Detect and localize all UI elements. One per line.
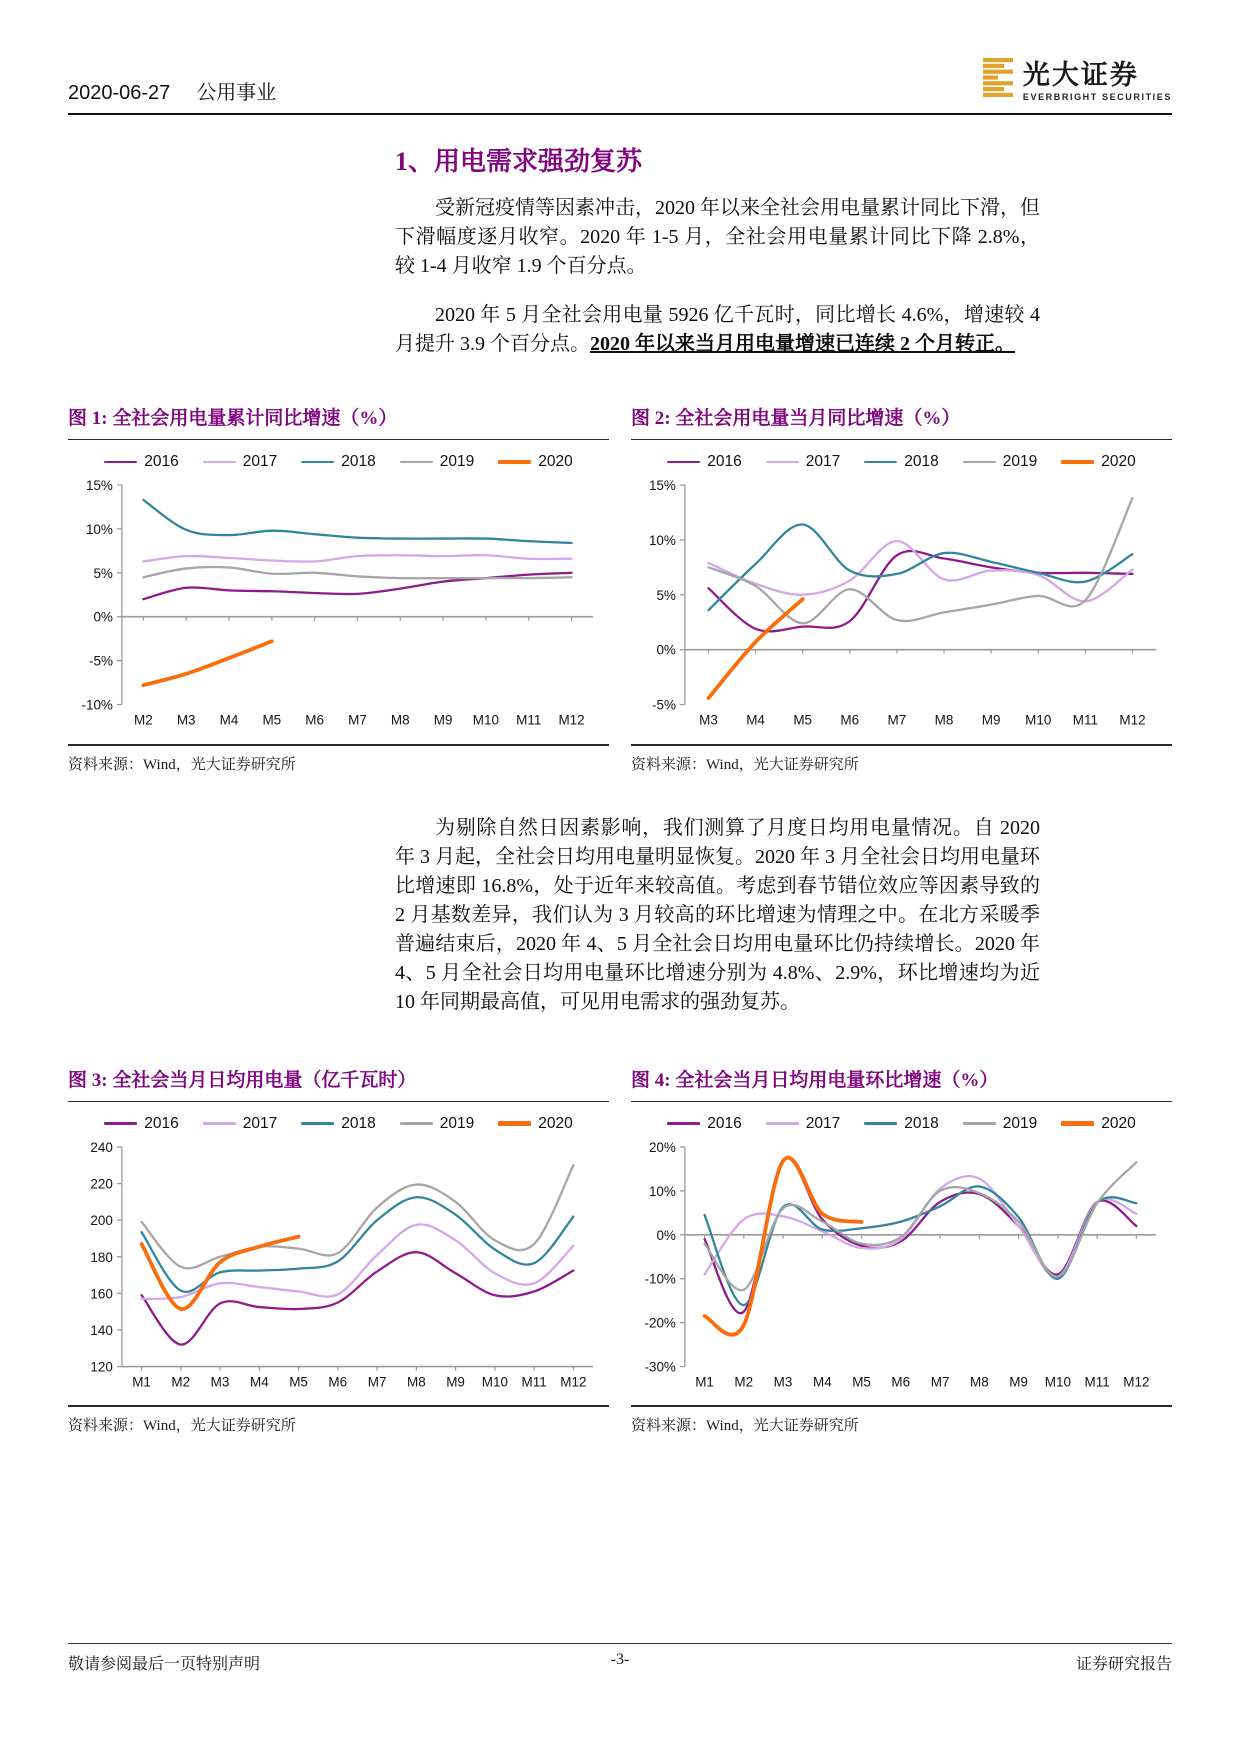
legend-item-2018 bbox=[301, 453, 375, 471]
svg-text:M2: M2 bbox=[734, 1374, 754, 1390]
chart-legend bbox=[631, 440, 1172, 475]
svg-text:0%: 0% bbox=[93, 609, 113, 625]
chart-canvas bbox=[68, 475, 609, 733]
svg-text:M6: M6 bbox=[891, 1374, 911, 1390]
svg-text:M1: M1 bbox=[132, 1374, 151, 1390]
brand-name-cn: 光大证券 bbox=[1022, 59, 1139, 90]
legend-label: 2018 bbox=[341, 453, 376, 470]
svg-text:-30%: -30% bbox=[644, 1359, 676, 1375]
brand-name bbox=[1022, 59, 1172, 102]
legend-line-swatch bbox=[864, 461, 897, 464]
svg-text:M11: M11 bbox=[521, 1374, 547, 1390]
svg-text:M10: M10 bbox=[1025, 712, 1052, 728]
legend-label: 2019 bbox=[439, 453, 475, 470]
svg-text:M8: M8 bbox=[406, 1374, 426, 1390]
legend-label: 2016 bbox=[707, 453, 742, 470]
paragraph-2-highlight: 2020 年以来当月用电量增速已连续 2 个月转正。 bbox=[590, 333, 1015, 355]
legend-label: 2019 bbox=[1002, 453, 1038, 470]
header-meta bbox=[68, 76, 276, 105]
report-category: 公用事业 bbox=[196, 82, 277, 104]
chart-legend bbox=[631, 1102, 1172, 1137]
legend-line-swatch bbox=[203, 461, 236, 464]
svg-text:-10%: -10% bbox=[81, 697, 113, 713]
legend-line-swatch bbox=[1061, 1121, 1094, 1126]
figure-4 bbox=[631, 1065, 1172, 1436]
svg-text:15%: 15% bbox=[648, 477, 676, 493]
svg-text:M12: M12 bbox=[558, 712, 585, 728]
svg-text:M5: M5 bbox=[852, 1374, 871, 1390]
svg-text:M7: M7 bbox=[887, 712, 907, 728]
svg-text:M11: M11 bbox=[1072, 712, 1098, 728]
line-2020 bbox=[143, 641, 271, 685]
footer-disclaimer: 敬请参阅最后一页特别声明 bbox=[68, 1656, 261, 1673]
figure-2-title: 图 2: 全社会用电量当月同比增速（%） bbox=[631, 403, 1172, 440]
legend-line-swatch bbox=[864, 1122, 897, 1125]
legend-label: 2016 bbox=[144, 1114, 179, 1132]
legend-line-swatch bbox=[498, 460, 531, 465]
legend-label: 2018 bbox=[341, 1114, 376, 1132]
legend-item-2017 bbox=[766, 1115, 840, 1133]
svg-text:240: 240 bbox=[90, 1139, 113, 1155]
svg-text:M6: M6 bbox=[840, 712, 860, 728]
svg-text:M2: M2 bbox=[134, 712, 153, 728]
figure-2-source: 资料来源：Wind，光大证券研究所 bbox=[631, 744, 1172, 774]
svg-text:M10: M10 bbox=[472, 712, 500, 728]
legend-item-2019 bbox=[400, 1115, 474, 1133]
svg-text:M12: M12 bbox=[560, 1374, 587, 1390]
brand-logo bbox=[983, 58, 1172, 105]
legend-line-swatch bbox=[203, 1122, 236, 1125]
svg-text:M7: M7 bbox=[367, 1374, 387, 1390]
svg-text:M9: M9 bbox=[446, 1374, 465, 1390]
legend-line-swatch bbox=[104, 461, 137, 464]
legend-line-swatch bbox=[400, 461, 433, 464]
legend-item-2020 bbox=[498, 1115, 572, 1133]
figure-1-source: 资料来源：Wind，光大证券研究所 bbox=[68, 744, 609, 774]
page-number: -3- bbox=[610, 1651, 630, 1668]
svg-text:M4: M4 bbox=[219, 712, 239, 728]
legend-item-2017 bbox=[766, 453, 840, 471]
svg-text:M4: M4 bbox=[249, 1374, 269, 1390]
svg-text:M6: M6 bbox=[328, 1374, 348, 1390]
svg-text:M9: M9 bbox=[981, 712, 1001, 728]
svg-text:M2: M2 bbox=[171, 1374, 191, 1390]
paragraph-1: 受新冠疫情等因素冲击，2020 年以来全社会用电量累计同比下滑，但下滑幅度逐月收窄。2020 年 1-5 月，全社会用电量累计同比下降 2.8%，较 1-4 月收窄 1.9 个百分点。 bbox=[395, 197, 1040, 277]
legend-label: 2018 bbox=[904, 453, 939, 470]
legend-label: 2020 bbox=[538, 453, 573, 470]
legend-line-swatch bbox=[963, 1122, 996, 1125]
figure-4-chart bbox=[631, 1102, 1172, 1400]
svg-text:M1: M1 bbox=[695, 1374, 714, 1390]
figure-3 bbox=[68, 1065, 609, 1436]
legend-line-swatch bbox=[301, 1122, 334, 1125]
legend-line-swatch bbox=[766, 1122, 799, 1125]
legend-item-2019 bbox=[963, 1115, 1037, 1133]
svg-text:-5%: -5% bbox=[651, 697, 676, 713]
svg-text:M4: M4 bbox=[746, 712, 765, 728]
figure-3-chart bbox=[68, 1102, 609, 1400]
svg-text:M12: M12 bbox=[1119, 712, 1146, 728]
line-2018 bbox=[708, 524, 1132, 610]
legend-item-2016 bbox=[104, 1115, 178, 1133]
legend-item-2016 bbox=[104, 453, 178, 471]
figure-row-1 bbox=[68, 403, 1172, 774]
legend-label: 2019 bbox=[439, 1114, 475, 1132]
line-2018 bbox=[143, 500, 571, 543]
svg-text:5%: 5% bbox=[93, 565, 113, 581]
svg-text:M8: M8 bbox=[390, 712, 410, 728]
svg-text:10%: 10% bbox=[85, 521, 113, 537]
figure-2-chart bbox=[631, 440, 1172, 738]
svg-text:-10%: -10% bbox=[644, 1271, 676, 1287]
legend-item-2017 bbox=[203, 453, 277, 471]
legend-item-2019 bbox=[400, 453, 474, 471]
legend-label: 2018 bbox=[904, 1114, 939, 1132]
legend-item-2019 bbox=[963, 453, 1037, 471]
chart-legend bbox=[68, 1102, 609, 1137]
legend-label: 2020 bbox=[1101, 453, 1136, 470]
legend-line-swatch bbox=[667, 1122, 700, 1125]
line-2017 bbox=[143, 555, 571, 562]
legend-item-2020 bbox=[1061, 1115, 1135, 1133]
legend-item-2018 bbox=[864, 453, 938, 471]
page-footer bbox=[68, 1643, 1172, 1674]
svg-text:120: 120 bbox=[90, 1359, 113, 1375]
footer-report-type: 证券研究报告 bbox=[1075, 1656, 1172, 1673]
svg-text:-20%: -20% bbox=[644, 1315, 676, 1331]
chart-canvas bbox=[631, 1137, 1172, 1395]
legend-item-2016 bbox=[667, 453, 741, 471]
chart-canvas bbox=[631, 475, 1172, 733]
svg-text:M3: M3 bbox=[210, 1374, 230, 1390]
svg-text:M7: M7 bbox=[348, 712, 367, 728]
chart-canvas bbox=[68, 1137, 609, 1395]
legend-label: 2016 bbox=[707, 1114, 742, 1132]
svg-text:10%: 10% bbox=[648, 532, 676, 548]
figure-3-title: 图 3: 全社会当月日均用电量（亿千瓦时） bbox=[68, 1065, 609, 1102]
svg-text:M11: M11 bbox=[1084, 1374, 1110, 1390]
svg-text:0%: 0% bbox=[656, 1227, 676, 1243]
line-2019 bbox=[708, 498, 1132, 623]
chart-legend bbox=[68, 440, 609, 475]
svg-text:-5%: -5% bbox=[88, 653, 113, 669]
legend-item-2018 bbox=[301, 1115, 375, 1133]
legend-label: 2017 bbox=[242, 453, 278, 470]
svg-text:M4: M4 bbox=[812, 1374, 832, 1390]
svg-text:160: 160 bbox=[90, 1285, 113, 1301]
legend-label: 2019 bbox=[1002, 1114, 1038, 1132]
figure-3-source: 资料来源：Wind，光大证券研究所 bbox=[68, 1405, 609, 1435]
figure-1-chart bbox=[68, 440, 609, 738]
svg-text:M8: M8 bbox=[969, 1374, 989, 1390]
svg-text:M5: M5 bbox=[289, 1374, 308, 1390]
line-2017 bbox=[708, 541, 1132, 601]
legend-label: 2020 bbox=[538, 1114, 573, 1132]
legend-line-swatch bbox=[400, 1122, 433, 1125]
svg-text:M9: M9 bbox=[433, 712, 453, 728]
svg-text:M10: M10 bbox=[1044, 1374, 1072, 1390]
svg-text:0%: 0% bbox=[656, 642, 676, 658]
legend-item-2016 bbox=[667, 1115, 741, 1133]
svg-text:M6: M6 bbox=[305, 712, 325, 728]
legend-item-2018 bbox=[864, 1115, 938, 1133]
svg-text:15%: 15% bbox=[85, 477, 113, 493]
legend-label: 2020 bbox=[1101, 1114, 1136, 1132]
svg-text:M11: M11 bbox=[516, 712, 542, 728]
svg-text:M3: M3 bbox=[773, 1374, 793, 1390]
svg-text:M7: M7 bbox=[930, 1374, 950, 1390]
figure-1-title: 图 1: 全社会用电量累计同比增速（%） bbox=[68, 403, 609, 440]
svg-text:10%: 10% bbox=[648, 1183, 676, 1199]
legend-line-swatch bbox=[498, 1121, 531, 1126]
svg-text:220: 220 bbox=[90, 1176, 113, 1192]
figure-4-title: 图 4: 全社会当月日均用电量环比增速（%） bbox=[631, 1065, 1172, 1102]
svg-text:M3: M3 bbox=[699, 712, 718, 728]
legend-line-swatch bbox=[1061, 460, 1094, 465]
paragraph-2 bbox=[395, 301, 1040, 359]
svg-text:M9: M9 bbox=[1009, 1374, 1028, 1390]
section-title: 1、用电需求强劲复苏 bbox=[395, 147, 643, 176]
svg-text:M10: M10 bbox=[481, 1374, 509, 1390]
svg-text:20%: 20% bbox=[648, 1139, 676, 1155]
figure-2 bbox=[631, 403, 1172, 774]
legend-item-2017 bbox=[203, 1115, 277, 1133]
legend-label: 2016 bbox=[144, 453, 179, 470]
legend-label: 2017 bbox=[805, 453, 841, 470]
svg-text:200: 200 bbox=[90, 1212, 113, 1228]
line-2019 bbox=[705, 1162, 1137, 1290]
report-date: 2020-06-27 bbox=[68, 82, 171, 104]
legend-line-swatch bbox=[104, 1122, 137, 1125]
legend-label: 2017 bbox=[805, 1114, 841, 1132]
legend-line-swatch bbox=[667, 461, 700, 464]
brand-name-en: EVERBRIGHT SECURITIES bbox=[1022, 91, 1172, 102]
legend-item-2020 bbox=[498, 453, 572, 471]
legend-line-swatch bbox=[963, 461, 996, 464]
paragraph-2-normal: 2020 年 5 月全社会用电量 5926 亿千瓦时，同比增长 4.6%，增速较 4 月提升 3.9 个百分点。 bbox=[395, 304, 1040, 355]
figure-1 bbox=[68, 403, 609, 774]
page-header bbox=[68, 58, 1172, 115]
legend-item-2020 bbox=[1061, 453, 1135, 471]
svg-text:140: 140 bbox=[90, 1322, 113, 1338]
svg-text:5%: 5% bbox=[656, 587, 676, 603]
svg-text:M8: M8 bbox=[934, 712, 954, 728]
line-2019 bbox=[142, 1165, 574, 1268]
figure-4-source: 资料来源：Wind，光大证券研究所 bbox=[631, 1405, 1172, 1435]
figure-row-2 bbox=[68, 1065, 1172, 1436]
paragraph-3: 为剔除自然日因素影响，我们测算了月度日均用电量情况。自 2020 年 3 月起，全社会日均用电量明显恢复。2020 年 3 月全社会日均用电量环比增速即 16.8%，处于近年来较高值。考虑到春节错位效应等因素导致的 2 月基数差异，我们认为 3 月较高的环比增速为情理之中。在北方采暖季普遍结束后，2020 年 4、5 月全社会日均用电量环比仍持续增长。2020 年 4、5 月全社会日均用电量环比增速分别为 4.8%、2.9%，环比增速均为近 10 年同期最高值，可见用电需求的强劲复苏。 bbox=[395, 816, 1040, 1013]
line-2020 bbox=[705, 1157, 862, 1334]
everbright-logo-icon bbox=[983, 58, 1015, 105]
line-2016 bbox=[142, 1252, 574, 1344]
svg-text:M3: M3 bbox=[176, 712, 196, 728]
svg-text:M12: M12 bbox=[1123, 1374, 1150, 1390]
svg-text:M5: M5 bbox=[793, 712, 813, 728]
line-2020 bbox=[708, 599, 802, 698]
svg-text:180: 180 bbox=[90, 1249, 113, 1265]
legend-line-swatch bbox=[301, 461, 334, 464]
legend-label: 2017 bbox=[242, 1114, 278, 1132]
legend-line-swatch bbox=[766, 461, 799, 464]
svg-text:M5: M5 bbox=[262, 712, 282, 728]
